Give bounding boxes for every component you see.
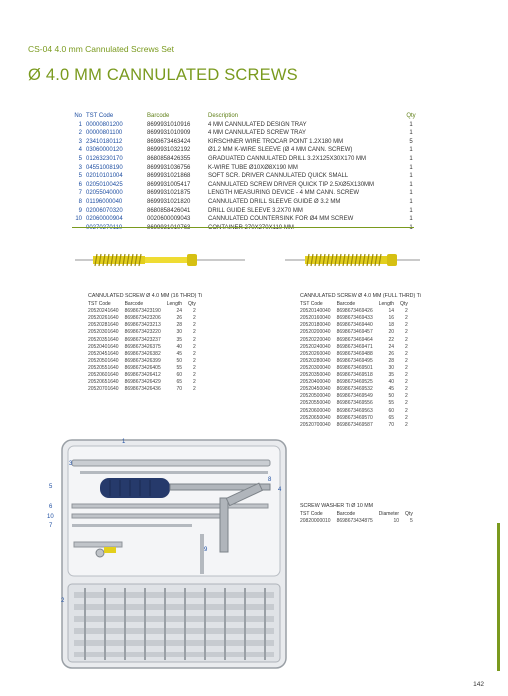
cell-no: 9 (78, 207, 82, 214)
cell-length: 45 (176, 350, 183, 357)
cell-length: 70 (388, 421, 395, 428)
table-row (88, 308, 202, 315)
col-qty: Qty (400, 301, 408, 308)
cell-qty: 2 (193, 357, 196, 364)
cell-tst-code: 20520400040 (300, 379, 331, 386)
cell-tst-code: 20520551640 (88, 364, 119, 371)
cell-qty: 2 (405, 322, 408, 329)
cell-barcode: 8698673469471 (336, 343, 373, 350)
main-parts-table (70, 112, 424, 232)
col-description: Description (208, 113, 239, 119)
table-row (88, 386, 202, 393)
cell-tst-code: 20520601640 (88, 372, 119, 379)
table-row (88, 365, 202, 372)
cell-qty: 2 (405, 315, 408, 322)
col-barcode: Barcode (124, 301, 144, 308)
screw-16-table (88, 301, 202, 393)
cell-tst-code: 23410180112 (86, 138, 123, 145)
cell-qty: 1 (409, 181, 413, 188)
table-row (88, 344, 202, 351)
table-row (88, 351, 202, 358)
cell-barcode: 8698673469563 (336, 407, 373, 414)
cell-qty: 1 (409, 164, 413, 171)
table-row (70, 172, 424, 181)
cell-length: 16 (388, 315, 395, 322)
table-row (300, 344, 414, 351)
cell-tst-code: 02060000904 (86, 216, 123, 223)
cell-tst-code: 20520301640 (88, 329, 119, 336)
cell-tst-code: 00000801100 (86, 130, 123, 137)
cell-tst-code: 20520260040 (300, 350, 331, 357)
callout-9: 9 (204, 547, 208, 553)
table-row (70, 189, 424, 198)
page-number: 142 (473, 681, 484, 688)
cell-barcode: 8698673469556 (336, 400, 373, 407)
cell-tst-code (86, 224, 147, 233)
cell-description: DRILL GUIDE SLEEVE 3.2X70 MM (208, 207, 303, 214)
cell-qty: 2 (405, 343, 408, 350)
cell-barcode: 8698673469495 (336, 357, 373, 364)
cell-qty: 1 (409, 216, 413, 223)
col-length: Length (378, 301, 395, 308)
cell-barcode: 8699931021820 (147, 198, 191, 205)
cell-barcode: 8699931032192 (147, 147, 191, 154)
cell-barcode: 8680858426355 (147, 155, 191, 162)
cell-length: 24 (388, 343, 395, 350)
cell-barcode: 8698673423220 (124, 329, 161, 336)
cell-length: 60 (388, 407, 395, 414)
cell-tst-code: 20520600040 (300, 407, 331, 414)
cell-length: 30 (388, 364, 395, 371)
cell-description (208, 224, 401, 233)
screw-full-table (300, 301, 414, 429)
cell-tst-code: 20520140040 (300, 308, 331, 315)
cell-tst-code: 20520651640 (88, 379, 119, 386)
cell-tst-code: 20520200040 (300, 329, 331, 336)
cell-qty: 2 (193, 379, 196, 386)
table-row (70, 207, 424, 216)
cell-qty: 2 (405, 414, 408, 421)
cell-barcode: 8699931010909 (147, 130, 191, 137)
cell-length: 65 (388, 414, 395, 421)
cell-length: 28 (176, 322, 183, 329)
cell-no: 4 (78, 147, 82, 154)
col-no: No (74, 113, 82, 119)
cell-qty (401, 224, 424, 233)
cell-barcode: 8699931021875 (147, 190, 191, 197)
cell-barcode: 8698673463424 (147, 138, 191, 145)
cell-no: 3 (78, 138, 82, 145)
cell-tst-code: 01263230170 (86, 155, 123, 162)
cell-description: CANNULATED SCREW DRIVER QUICK TIP 2.5XØ5X130MM (208, 181, 375, 188)
table-row (70, 121, 424, 130)
col-tst-code: TST Code (88, 301, 111, 308)
callout-10: 10 (47, 514, 54, 520)
col-barcode: Barcode (147, 113, 170, 119)
table-row (300, 337, 414, 344)
cell-qty: 5 (410, 518, 413, 525)
callout-7: 7 (49, 523, 53, 529)
cell-length: 50 (388, 393, 395, 400)
cell-tst-code: 20520550040 (300, 400, 331, 407)
cell-barcode: 8698673426412 (124, 372, 161, 379)
cell-qty: 2 (405, 386, 408, 393)
cell-tst-code: 20520701640 (88, 386, 119, 393)
cell-barcode: 0020600009043 (147, 216, 191, 223)
cell-length: 60 (176, 372, 183, 379)
cell-tst-code: 20520261640 (88, 315, 119, 322)
cell-length: 26 (176, 315, 183, 322)
cell-barcode: 8698673469433 (336, 315, 373, 322)
table-row (70, 198, 424, 207)
cell-length: 50 (176, 357, 183, 364)
cell-qty: 1 (409, 121, 413, 128)
cell-tst-code: 20520281640 (88, 322, 119, 329)
table-row (300, 386, 414, 393)
table-row (300, 415, 414, 422)
table-row (300, 379, 414, 386)
cell-qty: 2 (193, 329, 196, 336)
cell-qty: 2 (405, 421, 408, 428)
cell-tst-code: 02010101004 (86, 173, 123, 180)
cell-barcode: 8698673423213 (124, 322, 161, 329)
cell-no (70, 224, 86, 233)
cell-tst-code: 20520300040 (300, 364, 331, 371)
accent-side-bar (497, 523, 500, 671)
cell-qty: 2 (405, 350, 408, 357)
cell-qty: 2 (193, 315, 196, 322)
cell-length: 18 (388, 322, 395, 329)
cell-qty: 2 (193, 322, 196, 329)
cell-no: 3 (78, 164, 82, 171)
table-row (300, 308, 414, 315)
cell-no: 1 (78, 121, 82, 128)
cell-barcode: 8698673469464 (336, 336, 373, 343)
cell-length: 20 (388, 329, 395, 336)
cell-description: CANNULATED DRILL SLEEVE GUIDE Ø 3.2 MM (208, 198, 341, 205)
cell-barcode: 8698673423237 (124, 336, 161, 343)
cell-barcode: 8698673469587 (336, 421, 373, 428)
cell-length: 14 (388, 308, 395, 315)
cell-barcode: 8698673469532 (336, 386, 373, 393)
cell-tst-code: 20520450040 (300, 386, 331, 393)
cell-tst-code: 20520160040 (300, 315, 331, 322)
cell-length: 35 (388, 372, 395, 379)
cell-tst-code: 20520501640 (88, 357, 119, 364)
table-row (88, 358, 202, 365)
cell-qty: 2 (405, 364, 408, 371)
cell-diameter: 10 (393, 518, 400, 525)
cell-tst-code: 20520650040 (300, 414, 331, 421)
washer-table (300, 511, 419, 525)
cell-length: 70 (176, 386, 183, 393)
cell-barcode: 8699931021868 (147, 173, 191, 180)
cell-qty: 2 (405, 329, 408, 336)
cell-description: 4 MM CANNULATED DESIGN TRAY (208, 121, 307, 128)
cell-barcode: 8698673426429 (124, 379, 161, 386)
screw-full-thread-image (285, 250, 420, 270)
table-row (300, 400, 414, 407)
cell-no: 8 (78, 198, 82, 205)
cell-tst-code: 20520451640 (88, 350, 119, 357)
cell-tst-code: 20520350040 (300, 372, 331, 379)
col-qty: Qty (406, 113, 416, 119)
cell-barcode: 8698673469525 (336, 379, 373, 386)
cell-qty: 2 (405, 400, 408, 407)
screw-16-caption: CANNULATED SCREW Ø 4.0 MM (16 THRD) Ti (88, 293, 202, 299)
main-table-header (70, 112, 424, 121)
callout-3: 3 (69, 461, 73, 467)
cell-tst-code: 20820000010 (300, 518, 331, 525)
cell-tst-code: 00000801200 (86, 121, 123, 128)
cell-tst-code: 01196000040 (86, 198, 123, 205)
cell-barcode: 8698673469570 (336, 414, 373, 421)
table-row (300, 322, 414, 329)
cell-qty: 5 (409, 138, 413, 145)
cell-barcode: 8699931010916 (147, 121, 191, 128)
cell-length: 28 (388, 357, 395, 364)
cell-qty: 2 (405, 372, 408, 379)
cell-tst-code: 03060000120 (86, 147, 123, 154)
table-row (70, 129, 424, 138)
cell-length: 55 (388, 400, 395, 407)
cell-qty: 2 (405, 357, 408, 364)
callout-1: 1 (122, 439, 126, 445)
table-row (300, 393, 414, 400)
cell-description: KIRSCHNER WIRE TROCAR POINT 1.2X180 MM (208, 138, 344, 145)
table-row (88, 315, 202, 322)
cell-barcode: 8698673423206 (124, 315, 161, 322)
cell-tst-code: 20520700040 (300, 421, 331, 428)
table-row (300, 351, 414, 358)
cell-barcode: 8698673469488 (336, 350, 373, 357)
table-row (300, 315, 414, 322)
cell-qty: 2 (405, 308, 408, 315)
table-row (300, 365, 414, 372)
cell-qty: 2 (405, 393, 408, 400)
cell-no: 2 (78, 130, 82, 137)
col-barcode: Barcode (336, 511, 356, 518)
cell-length: 40 (176, 343, 183, 350)
cell-length: 40 (388, 379, 395, 386)
table-row (300, 422, 414, 429)
col-tst-code: TST Code (300, 511, 323, 518)
screw-16-table-block (88, 293, 202, 393)
table-row (88, 372, 202, 379)
table-row (88, 337, 202, 344)
cell-barcode: 8698673423190 (124, 308, 161, 315)
cell-description: 4 MM CANNULATED SCREW TRAY (208, 130, 307, 137)
cell-barcode: 8698673426405 (124, 364, 161, 371)
cell-tst-code: 20520280040 (300, 357, 331, 364)
cell-qty: 2 (193, 386, 196, 393)
cell-qty: 1 (409, 207, 413, 214)
cell-barcode: 8698673469518 (336, 372, 373, 379)
instrument-tray-image (60, 438, 288, 670)
table-row (300, 372, 414, 379)
table-row (300, 518, 419, 525)
cell-tst-code: 02055040000 (86, 190, 123, 197)
col-barcode: Barcode (336, 301, 356, 308)
cell-barcode: 8698673426375 (124, 343, 161, 350)
cell-description: LENGTH MEASURING DEVICE - 4 MM CANN. SCREW (208, 190, 360, 197)
table-row (88, 329, 202, 336)
cell-tst-code: 04551008190 (86, 164, 123, 171)
col-qty: Qty (405, 511, 413, 518)
cell-qty: 2 (405, 407, 408, 414)
col-length: Length (166, 301, 183, 308)
col-tst-code: TST Code (300, 301, 323, 308)
cell-barcode (147, 224, 208, 233)
cell-barcode: 8699931005417 (147, 181, 191, 188)
cell-qty: 2 (405, 379, 408, 386)
table-row (88, 322, 202, 329)
cell-qty: 2 (193, 364, 196, 371)
cell-barcode: 8698673469457 (336, 329, 373, 336)
callout-2: 2 (61, 598, 65, 604)
cell-description: K-WIRE TUBE Ø10XØ8X190 MM (208, 164, 298, 171)
cell-description: Ø1.2 MM K-WIRE SLEEVE (Ø 4 MM CANN. SCREW) (208, 147, 353, 154)
callout-4: 4 (278, 487, 282, 493)
table-row (70, 224, 424, 233)
cell-qty: 1 (409, 198, 413, 205)
cell-no: 5 (78, 155, 82, 162)
col-tst-code: TST Code (86, 113, 114, 119)
cell-barcode: 8699931036756 (147, 164, 191, 171)
cell-length: 55 (176, 364, 183, 371)
table-row (88, 379, 202, 386)
cell-barcode: 8698673469426 (336, 308, 373, 315)
cell-tst-code: 02006070320 (86, 207, 123, 214)
col-diameter: Diameter (378, 511, 400, 518)
screw-16-thread-image (75, 250, 245, 270)
table-row (300, 408, 414, 415)
cell-qty: 2 (193, 350, 196, 357)
cell-no: 5 (78, 173, 82, 180)
section-divider (72, 227, 414, 228)
cell-barcode: 8698673426382 (124, 350, 161, 357)
table-row (70, 181, 424, 190)
table-row (70, 164, 424, 173)
cell-length: 26 (388, 350, 395, 357)
cell-barcode: 8698673469501 (336, 364, 373, 371)
cell-tst-code: 20520240040 (300, 343, 331, 350)
cell-qty: 1 (409, 155, 413, 162)
screw-full-table-block (300, 293, 421, 429)
cell-qty: 1 (409, 130, 413, 137)
cell-tst-code: 20520241640 (88, 308, 119, 315)
cell-tst-code: 20520500040 (300, 393, 331, 400)
cell-qty: 1 (409, 190, 413, 197)
cell-qty: 2 (405, 336, 408, 343)
cell-barcode: 8698673426436 (124, 386, 161, 393)
cell-tst-code: 20520401640 (88, 343, 119, 350)
cell-length: 35 (176, 336, 183, 343)
cell-tst-code: 20520220040 (300, 336, 331, 343)
cell-barcode: 8698673469549 (336, 393, 373, 400)
cell-description: CANNULATED COUNTERSINK FOR Ø4 MM SCREW (208, 216, 354, 223)
table-row (300, 358, 414, 365)
cell-qty: 2 (193, 308, 196, 315)
cell-length: 24 (176, 308, 183, 315)
cell-no: 6 (78, 181, 82, 188)
callout-8: 8 (268, 477, 272, 483)
cell-barcode: 8698673434875 (336, 518, 373, 525)
set-subtitle: CS-04 4.0 mm Cannulated Screws Set (28, 44, 174, 54)
callout-6: 6 (49, 504, 53, 510)
cell-description: SOFT SCR. DRIVER CANNULATED QUICK SMALL (208, 173, 349, 180)
table-row (300, 329, 414, 336)
cell-tst-code: 20520180040 (300, 322, 331, 329)
cell-barcode: 8698673426399 (124, 357, 161, 364)
washer-table-block (300, 503, 419, 525)
callout-5: 5 (49, 484, 53, 490)
cell-qty: 2 (193, 372, 196, 379)
cell-barcode: 8680858426041 (147, 207, 191, 214)
table-row (70, 155, 424, 164)
washer-caption: SCREW WASHER Ti Ø 10 MM (300, 503, 374, 509)
cell-no: 10 (75, 216, 82, 223)
table-row (70, 146, 424, 155)
table-row (70, 215, 424, 224)
cell-qty: 2 (193, 336, 196, 343)
screw-full-caption: CANNULATED SCREW Ø 4.0 MM (FULL THRD) Ti (300, 293, 421, 299)
cell-tst-code: 02050100425 (86, 181, 123, 188)
cell-length: 65 (176, 379, 183, 386)
cell-length: 30 (176, 329, 183, 336)
col-qty: Qty (188, 301, 196, 308)
cell-no: 7 (78, 190, 82, 197)
cell-qty: 2 (193, 343, 196, 350)
cell-length: 22 (388, 336, 395, 343)
cell-description: GRADUATED CANNULATED DRILL 3.2X125X30X170 MM (208, 155, 366, 162)
table-row (70, 138, 424, 147)
cell-length: 45 (388, 386, 395, 393)
page-title: Ø 4.0 MM CANNULATED SCREWS (28, 66, 298, 84)
cell-qty: 1 (409, 147, 413, 154)
cell-barcode: 8698673469440 (336, 322, 373, 329)
cell-tst-code: 20520351640 (88, 336, 119, 343)
cell-qty: 1 (409, 173, 413, 180)
